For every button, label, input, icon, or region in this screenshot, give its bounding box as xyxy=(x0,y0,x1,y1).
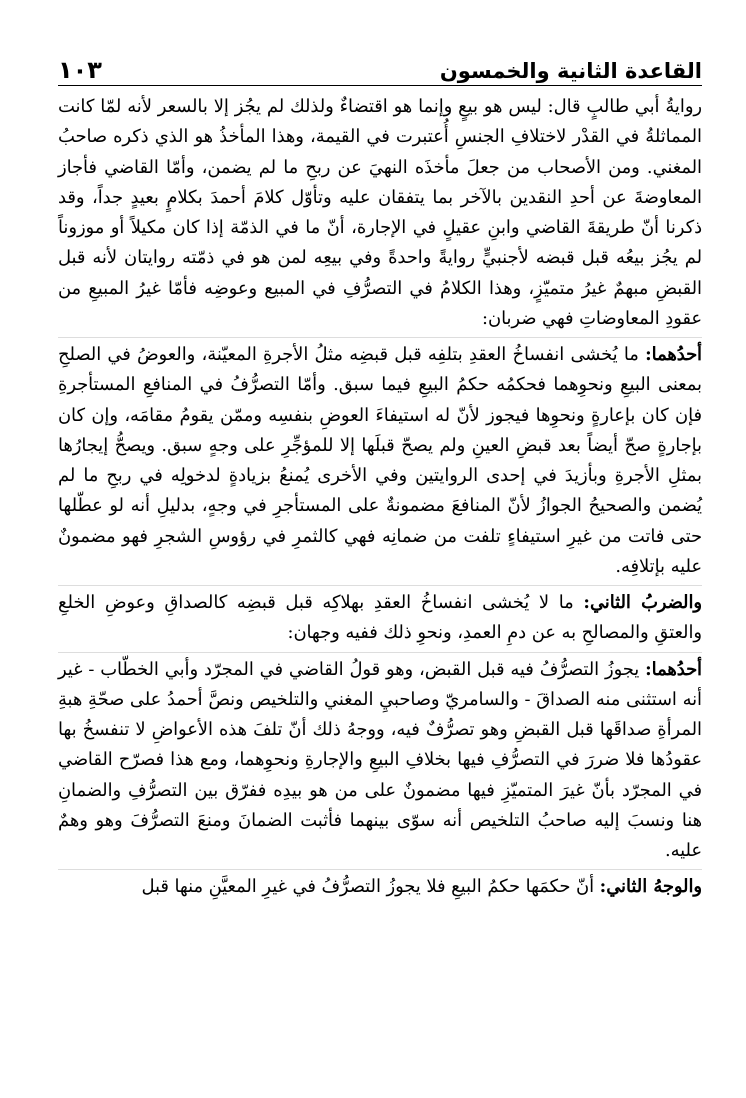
page-number: ١٠٣ xyxy=(58,56,102,84)
paragraph-heading: أحدُهما: xyxy=(645,344,702,365)
paragraph-second-type xyxy=(58,585,702,649)
paragraph-text: ما لا يُخشى انفساخُ العقدِ بهلاكِه قبل قبضِه كالصداقِ وعوضِ الخلعِ والعتقِ والمصالحِ به عن دمِ العمدِ، ونحوِ ذلك ففيه وجهان: xyxy=(58,592,702,644)
paragraph-first-aspect xyxy=(58,652,702,867)
paragraph-second-aspect xyxy=(58,869,702,902)
running-title: القاعدة الثانية والخمسون xyxy=(439,59,702,83)
page-header xyxy=(58,50,702,86)
body-text xyxy=(58,92,702,903)
paragraph-first-type xyxy=(58,337,702,582)
paragraph-text: يجوزُ التصرُّفُ فيه قبل القبض، وهو قولُ القاضي في المجرّد وأبي الخطّاب - غير أنه استثنى منه الصداقَ - والسامريّ وصاحبيِ المغني والتلخيص ونصَّ أحمدُ على صحّةِ هبةِ المرأةِ صداقَها قبل القبضِ وهو تصرُّفٌ فيه، ووجهُ ذلك أنّ تلفَ هذه الأعواضِ لا تنفسخُ بها عقودُها فلا ضررَ في التصرُّفِ فيها بخلافِ البيعِ والإجارةِ ونحوِهما، ومع هذا فصرّح القاضي في المجرّد بأنّ غيرَ المتميّزِ فيها مضمونٌ على من هو بيدِه ففرّق بين التصرُّفِ والضمانِ هنا ونسبَ إليه صاحبُ التلخيص أنه سوّى بينهما فأثبت الضمانَ ومنعَ التصرُّفَ وهو وهمٌ عليه. xyxy=(58,658,702,861)
paragraph-text: ما يُخشى انفساخُ العقدِ بتلفِه قبل قبضِه مثلُ الأجرةِ المعيّنة، والعوضُ في الصلحِ بمعنى البيعِ ونحوِهما فحكمُه حكمُ البيعِ فيما سبق. وأمّا التصرُّفُ في المنافعِ المستأجرةِ فإن كان بإعارةٍ ونحوِها فيجوز لأنّ له استيفاءَ العوضِ بنفسِه وممّن يقومُ مقامَه، وإن كان بإجارةٍ صحّ أيضاً بعد قبضِ العينِ ولم يصحّ قبلَها إلا للمؤجِّرِ على وجهٍ سبق. ويصحُّ إيجارُها بمثلِ الأجرةِ وبأزيدَ في إحدى الروايتين وفي الأخرى يُمنعُ بزيادةٍ لدخولِه في ربحِ ما لم يُضمن والصحيحُ الجوازُ لأنّ المنافعَ مضمونةٌ على المستأجرِ في وجهٍ، بدليلِ أنه لو عطّلها حتى فاتت من غيرِ استيفاءٍ تلفت من ضمانِه فهي كالثمرِ في رؤوسِ الشجرِ فهو مضمونٌ عليه بإتلافِه. xyxy=(58,344,702,577)
paragraph-heading: أحدُهما: xyxy=(645,658,702,680)
paragraph-heading: والوجهُ الثاني: xyxy=(599,876,702,898)
page xyxy=(58,50,702,1090)
paragraph-text: أنّ حكمَها حكمُ البيعِ فلا يجوزُ التصرُّفُ في غيرِ المعيَّنِ منها قبل xyxy=(141,876,595,898)
paragraph-intro xyxy=(58,92,702,334)
paragraph-heading: والضربُ الثاني: xyxy=(583,592,702,613)
paragraph-text: روايةُ أبي طالبٍ قال: ليس هو بيعٍ وإنما هو اقتضاءٌ ولذلك لم يجُز إلا بالسعر لأنه لمّا كانت المماثلةُ في القدْر لاختلافِ الجنسِ أُعتبرت في القيمة، وهذا المأخذُ هو الذي ذكره صاحبُ المغني. ومن الأصحاب من جعلَ مأخذَه النهيَ عن ربحِ ما لم يضمن، وأمّا القاضي فأجاز المعاوضةَ عن أحدِ النقدين بالآخر بما يتفقان عليه وتأوّل كلامَ أحمدَ بكلامٍ بعيدٍ جداً، وقد ذكرنا أنّ طريقةَ القاضي وابنِ عقيلٍ في الإجارة، أنّ ما في الذمّة إذا كان مكيلاً أو موزوناً لم يجُز بيعُه قبل قبضه لأجنبيٍّ روايةً واحدةً وفي بيعِه لمن هو في ذمّته روايتان لأنه قبل القبضِ مبهمٌ غيرُ متميّزٍ، وهذا الكلامُ في التصرُّفِ في المبيع وعوضِه فأمّا غيرُ المبيعِ من عقودِ المعاوضاتِ فهي ضربان: xyxy=(58,96,702,329)
